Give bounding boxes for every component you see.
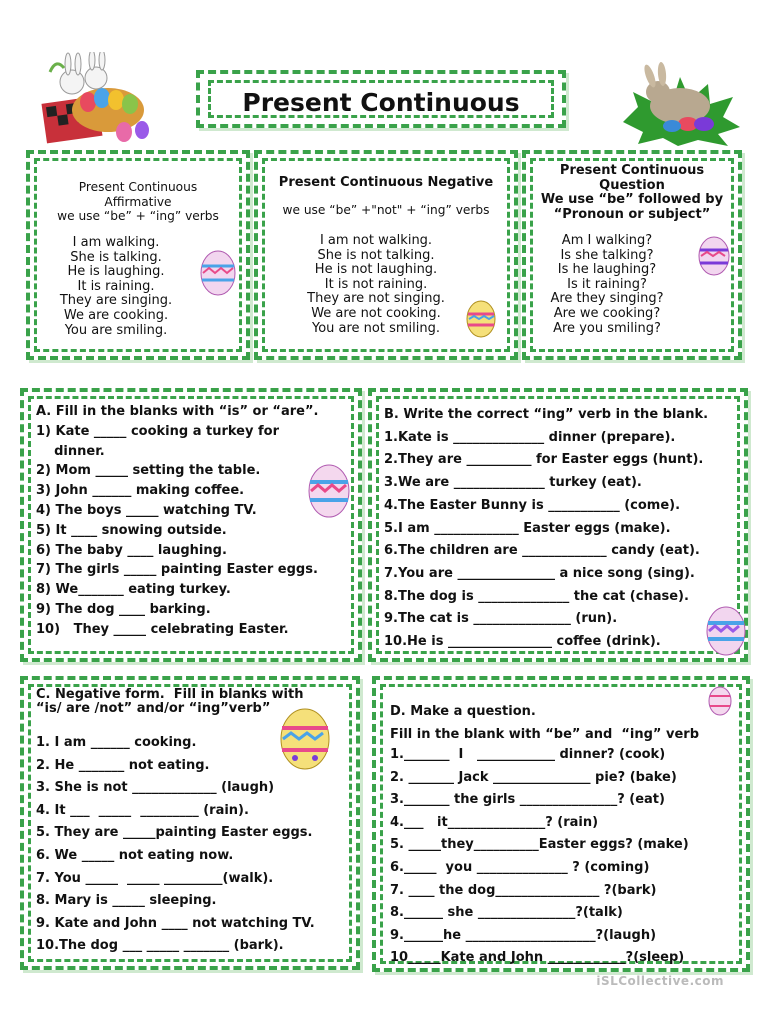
exercise-b-item: 10.He is ________________ coffee (drink). bbox=[384, 634, 661, 650]
negative-heading-2: we use “be” +"not" + “ing” verbs bbox=[282, 202, 490, 217]
exercise-c-item: 1. I am ______ cooking. bbox=[36, 735, 197, 750]
question-example: Are you smiling? bbox=[553, 320, 661, 336]
exercise-d-item: 3._______ the girls _______________? (eat) bbox=[390, 792, 665, 808]
affirmative-heading-2: Affirmative bbox=[104, 194, 172, 209]
negative-example: They are not singing. bbox=[307, 291, 445, 307]
exercise-c-box bbox=[20, 676, 360, 970]
easter-egg-icon bbox=[466, 300, 496, 338]
question-example: Is she talking? bbox=[560, 247, 654, 263]
exercise-b-item: 8.The dog is ______________ the cat (chase). bbox=[384, 588, 689, 604]
question-box bbox=[522, 150, 742, 360]
easter-egg-icon bbox=[698, 236, 730, 276]
exercise-a-item: 6) The baby ____ laughing. bbox=[36, 542, 227, 558]
easter-bunny-basket-clipart bbox=[40, 52, 155, 147]
exercise-c-item: 7. You _____ _____ _________(walk). bbox=[36, 870, 274, 886]
page-title: Present Continuous bbox=[242, 88, 520, 117]
exercise-a-item: 8) We_______ eating turkey. bbox=[36, 582, 231, 598]
easter-egg-icon bbox=[200, 250, 236, 296]
exercise-c-item: 4. It ___ _____ _________ (rain). bbox=[36, 802, 249, 818]
exercise-d-item: 1._______ I ____________ dinner? (cook) bbox=[390, 747, 666, 762]
exercise-c-item: 8. Mary is _____ sleeping. bbox=[36, 893, 217, 909]
exercise-b-item: 6.The children are _____________ candy (eat). bbox=[384, 543, 700, 559]
exercise-a-box bbox=[20, 388, 362, 662]
exercise-d-title: D. Make a question. bbox=[390, 704, 536, 719]
easter-egg-icon bbox=[706, 606, 746, 656]
exercise-b-item: 5.I am _____________ Easter eggs (make). bbox=[384, 520, 671, 536]
affirmative-example: She is talking. bbox=[70, 249, 162, 265]
exercise-a-item: 5) It ____ snowing outside. bbox=[36, 522, 227, 538]
affirmative-example: It is raining. bbox=[77, 278, 155, 294]
affirmative-example: You are smiling. bbox=[64, 322, 168, 338]
exercise-a-item: 4) The boys _____ watching TV. bbox=[36, 502, 257, 518]
exercise-a-item: 9) The dog ____ barking. bbox=[36, 601, 211, 617]
affirmative-box bbox=[26, 150, 250, 360]
negative-example: She is not talking. bbox=[317, 247, 435, 263]
exercise-a-item: 1) Kate _____ cooking a turkey for bbox=[36, 423, 279, 439]
question-example: Is he laughing? bbox=[557, 262, 657, 278]
question-example: Am I walking? bbox=[561, 233, 653, 248]
exercise-a-item: 10) They _____ celebrating Easter. bbox=[36, 621, 289, 637]
negative-example: It is not raining. bbox=[324, 276, 428, 292]
exercise-d-item: 10_____Kate and John ____________?(sleep) bbox=[390, 950, 685, 966]
negative-example: You are not smiling. bbox=[311, 320, 440, 336]
easter-egg-icon bbox=[280, 708, 330, 770]
exercise-d-item: 9.______he ____________________?(laugh) bbox=[390, 927, 657, 943]
question-heading-3: We use “be” followed by bbox=[540, 192, 724, 208]
exercise-b-item: 3.We are ______________ turkey (eat). bbox=[384, 475, 642, 491]
question-example: Is it raining? bbox=[567, 276, 647, 292]
title-frame bbox=[196, 70, 566, 128]
question-heading-2: Question bbox=[599, 177, 665, 193]
exercise-b-item: 7.You are _______________ a nice song (sing). bbox=[384, 565, 695, 581]
question-example: Are they singing? bbox=[550, 291, 664, 307]
exercise-d-title: Fill in the blank with “be” and “ing” verb bbox=[390, 727, 700, 742]
negative-example: I am not walking. bbox=[319, 233, 433, 248]
exercise-b-title: B. Write the correct “ing” verb in the blank. bbox=[384, 407, 709, 422]
question-heading-4: “Pronoun or subject” bbox=[553, 206, 711, 222]
affirmative-example: We are cooking. bbox=[63, 307, 169, 323]
easter-bunny-grass-clipart bbox=[618, 62, 743, 147]
exercise-b-item: 1.Kate is ______________ dinner (prepare). bbox=[384, 429, 676, 445]
exercise-d-item: 8.______ she _______________?(talk) bbox=[390, 905, 623, 921]
exercise-c-item: 6. We _____ not eating now. bbox=[36, 847, 234, 863]
exercise-d-item: 6._____ you ______________ ? (coming) bbox=[390, 859, 650, 875]
exercise-a-item: 3) John ______ making coffee. bbox=[36, 483, 245, 499]
exercise-a-item: 2) Mom _____ setting the table. bbox=[36, 463, 261, 479]
exercise-b-item: 2.They are __________ for Easter eggs (hunt). bbox=[384, 452, 704, 468]
easter-egg-icon bbox=[708, 686, 732, 716]
negative-heading-1: Present Continuous Negative bbox=[278, 175, 494, 190]
exercise-d-item: 4.___ it_______________? (rain) bbox=[390, 814, 599, 830]
exercise-d-item: 7. ____ the dog________________ ?(bark) bbox=[390, 882, 657, 898]
exercise-c-item: 2. He _______ not eating. bbox=[36, 757, 210, 773]
exercise-b-item: 9.The cat is _______________ (run). bbox=[384, 611, 618, 627]
affirmative-example: He is laughing. bbox=[67, 264, 165, 280]
easter-egg-icon bbox=[308, 464, 350, 518]
exercise-a-title: A. Fill in the blanks with “is” or “are”. bbox=[36, 404, 319, 419]
exercise-c-title: C. Negative form. Fill in blanks with bbox=[36, 687, 304, 702]
exercise-c-item: 10.The dog ___ _____ _______ (bark). bbox=[36, 938, 284, 954]
affirmative-heading-1: Present Continuous bbox=[78, 180, 198, 194]
negative-box bbox=[254, 150, 518, 360]
question-example: Are we cooking? bbox=[553, 305, 661, 321]
negative-example: We are not cooking. bbox=[311, 305, 441, 321]
exercise-c-item: 9. Kate and John ____ not watching TV. bbox=[36, 915, 315, 931]
exercise-c-title: “is/ are /not” and/or “ing”verb” bbox=[36, 701, 271, 716]
exercise-d-item: 5. _____they__________Easter eggs? (make) bbox=[390, 837, 689, 853]
question-heading-1: Present Continuous bbox=[559, 163, 705, 178]
exercise-b-box bbox=[368, 388, 748, 662]
exercise-a-item: dinner. bbox=[36, 443, 105, 459]
negative-example: He is not laughing. bbox=[314, 262, 438, 278]
affirmative-heading-3: we use “be” + “ing” verbs bbox=[57, 209, 219, 224]
exercise-b-item: 4.The Easter Bunny is ___________ (come). bbox=[384, 497, 681, 513]
exercise-c-item: 5. They are _____painting Easter eggs. bbox=[36, 825, 313, 841]
affirmative-example: I am walking. bbox=[72, 235, 160, 250]
watermark: iSLCollective.com bbox=[596, 974, 724, 988]
affirmative-example: They are singing. bbox=[59, 293, 173, 309]
exercise-d-box bbox=[372, 676, 750, 972]
exercise-c-item: 3. She is not _____________ (laugh) bbox=[36, 780, 275, 796]
exercise-d-item: 2. _______ Jack _______________ pie? (bake) bbox=[390, 769, 677, 785]
exercise-a-item: 7) The girls _____ painting Easter eggs. bbox=[36, 562, 318, 578]
